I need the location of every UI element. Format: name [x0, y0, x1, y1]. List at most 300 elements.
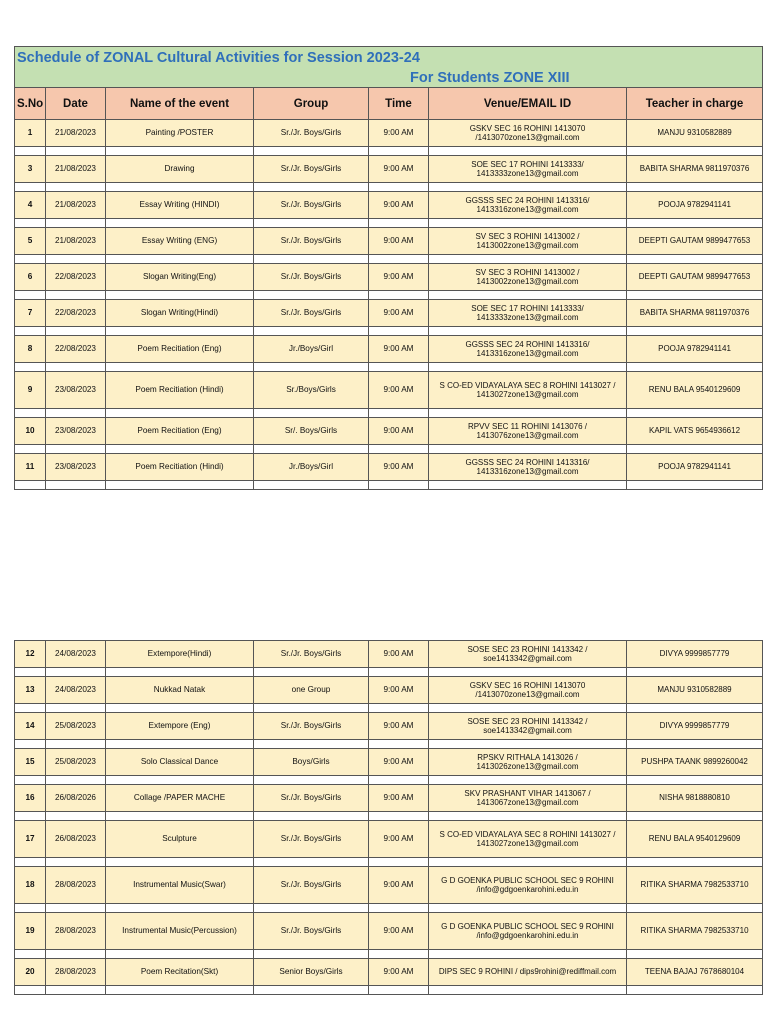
cell-time: 9:00 AM	[369, 156, 429, 183]
cell-time: 9:00 AM	[369, 228, 429, 255]
table-row	[15, 372, 763, 409]
cell-date: 22/08/2023	[46, 264, 106, 291]
cell-teacher: RITIKA SHARMA 7982533710	[627, 913, 763, 950]
cell-date: 24/08/2023	[46, 641, 106, 668]
cell-date: 21/08/2023	[46, 156, 106, 183]
spacer-cell	[369, 740, 429, 749]
cell-time: 9:00 AM	[369, 959, 429, 986]
spacer-cell	[627, 986, 763, 995]
spacer-row	[15, 445, 763, 454]
table-row	[15, 120, 763, 147]
spacer-cell	[106, 812, 254, 821]
cell-event: Poem Recitation(Skt)	[106, 959, 254, 986]
cell-event: Solo Classical Dance	[106, 749, 254, 776]
cell-event: Poem Recitiation (Eng)	[106, 418, 254, 445]
cell-time: 9:00 AM	[369, 120, 429, 147]
cell-time: 9:00 AM	[369, 713, 429, 740]
cell-time: 9:00 AM	[369, 821, 429, 858]
table-row	[15, 300, 763, 327]
cell-date: 26/08/2026	[46, 785, 106, 812]
spacer-cell	[429, 409, 627, 418]
spacer-row	[15, 183, 763, 192]
cell-date: 21/08/2023	[46, 192, 106, 219]
spacer-cell	[627, 327, 763, 336]
spacer-row	[15, 409, 763, 418]
table-row	[15, 418, 763, 445]
spacer-cell	[15, 812, 46, 821]
spacer-cell	[369, 950, 429, 959]
spacer-cell	[254, 219, 369, 228]
cell-date: 21/08/2023	[46, 120, 106, 147]
spacer-cell	[429, 986, 627, 995]
spacer-cell	[627, 147, 763, 156]
cell-group: one Group	[254, 677, 369, 704]
schedule-title: Schedule of ZONAL Cultural Activities for Session 2023-24	[15, 47, 763, 70]
cell-teacher: BABITA SHARMA 9811970376	[627, 156, 763, 183]
spacer-cell	[46, 147, 106, 156]
spacer-cell	[627, 812, 763, 821]
header-time: Time	[369, 88, 429, 120]
spacer-cell	[429, 147, 627, 156]
cell-group: Sr./Jr. Boys/Girls	[254, 913, 369, 950]
spacer-cell	[254, 740, 369, 749]
spacer-cell	[46, 858, 106, 867]
cell-sn: 10	[15, 418, 46, 445]
spacer-cell	[254, 950, 369, 959]
spacer-cell	[46, 327, 106, 336]
cell-time: 9:00 AM	[369, 372, 429, 409]
spacer-cell	[15, 481, 46, 490]
cell-time: 9:00 AM	[369, 418, 429, 445]
cell-date: 28/08/2023	[46, 867, 106, 904]
spacer-cell	[627, 183, 763, 192]
cell-time: 9:00 AM	[369, 785, 429, 812]
spacer-cell	[46, 409, 106, 418]
spacer-cell	[369, 704, 429, 713]
spacer-cell	[429, 858, 627, 867]
spacer-cell	[429, 363, 627, 372]
spacer-row	[15, 219, 763, 228]
spacer-cell	[254, 147, 369, 156]
spacer-cell	[429, 776, 627, 785]
spacer-cell	[627, 858, 763, 867]
spacer-cell	[627, 740, 763, 749]
spacer-cell	[46, 255, 106, 264]
table-row	[15, 959, 763, 986]
cell-event: Collage /PAPER MACHE	[106, 785, 254, 812]
spacer-cell	[106, 950, 254, 959]
cell-group: Sr./Jr. Boys/Girls	[254, 228, 369, 255]
cell-sn: 15	[15, 749, 46, 776]
cell-venue: S CO-ED VIDAYALAYA SEC 8 ROHINI 1413027 / 1413027zone13@gmail.com	[429, 372, 627, 409]
cell-time: 9:00 AM	[369, 867, 429, 904]
cell-teacher: POOJA 9782941141	[627, 192, 763, 219]
cell-event: Instrumental Music(Swar)	[106, 867, 254, 904]
cell-time: 9:00 AM	[369, 677, 429, 704]
spacer-row	[15, 363, 763, 372]
spacer-cell	[46, 481, 106, 490]
spacer-cell	[15, 409, 46, 418]
spacer-cell	[254, 327, 369, 336]
spacer-cell	[106, 291, 254, 300]
cell-venue: SOE SEC 17 ROHINI 1413333/ 1413333zone13@gmail.com	[429, 300, 627, 327]
spacer-row	[15, 147, 763, 156]
spacer-row	[15, 481, 763, 490]
cell-sn: 8	[15, 336, 46, 363]
spacer-cell	[106, 481, 254, 490]
cell-time: 9:00 AM	[369, 300, 429, 327]
spacer-cell	[627, 409, 763, 418]
table-row	[15, 192, 763, 219]
spacer-cell	[254, 858, 369, 867]
spacer-cell	[369, 481, 429, 490]
cell-venue: SOE SEC 17 ROHINI 1413333/ 1413333zone13@gmail.com	[429, 156, 627, 183]
cell-sn: 17	[15, 821, 46, 858]
spacer-cell	[106, 904, 254, 913]
spacer-cell	[15, 291, 46, 300]
spacer-cell	[369, 147, 429, 156]
cell-venue: G D GOENKA PUBLIC SCHOOL SEC 9 ROHINI /info@gdgoenkarohini.edu.in	[429, 913, 627, 950]
spacer-cell	[627, 219, 763, 228]
cell-sn: 7	[15, 300, 46, 327]
table-row	[15, 913, 763, 950]
spacer-cell	[46, 445, 106, 454]
header-venue: Venue/EMAIL ID	[429, 88, 627, 120]
spacer-cell	[15, 740, 46, 749]
cell-teacher: POOJA 9782941141	[627, 454, 763, 481]
spacer-row	[15, 812, 763, 821]
table-row	[15, 749, 763, 776]
cell-group: Senior Boys/Girls	[254, 959, 369, 986]
cell-venue: SV SEC 3 ROHINI 1413002 / 1413002zone13@gmail.com	[429, 264, 627, 291]
cell-event: Essay Writing (HINDI)	[106, 192, 254, 219]
cell-teacher: DIVYA 9999857779	[627, 641, 763, 668]
cell-date: 23/08/2023	[46, 454, 106, 481]
spacer-cell	[369, 291, 429, 300]
spacer-cell	[627, 255, 763, 264]
table-row	[15, 336, 763, 363]
spacer-cell	[254, 291, 369, 300]
schedule-table-part-1	[14, 46, 763, 490]
spacer-cell	[46, 291, 106, 300]
cell-teacher: RENU BALA 9540129609	[627, 372, 763, 409]
schedule-subtitle: For Students ZONE XIII	[15, 69, 763, 88]
cell-date: 28/08/2023	[46, 959, 106, 986]
cell-time: 9:00 AM	[369, 264, 429, 291]
cell-teacher: RITIKA SHARMA 7982533710	[627, 867, 763, 904]
spacer-cell	[15, 219, 46, 228]
cell-group: Sr/. Boys/Girls	[254, 418, 369, 445]
spacer-cell	[627, 668, 763, 677]
cell-teacher: MANJU 9310582889	[627, 677, 763, 704]
spacer-cell	[627, 704, 763, 713]
cell-event: Slogan Writing(Eng)	[106, 264, 254, 291]
spacer-cell	[627, 445, 763, 454]
cell-venue: GGSSS SEC 24 ROHINI 1413316/ 1413316zone13@gmail.com	[429, 336, 627, 363]
spacer-cell	[254, 183, 369, 192]
spacer-cell	[15, 183, 46, 192]
cell-venue: SV SEC 3 ROHINI 1413002 / 1413002zone13@gmail.com	[429, 228, 627, 255]
cell-sn: 11	[15, 454, 46, 481]
spacer-row	[15, 255, 763, 264]
spacer-cell	[46, 740, 106, 749]
spacer-cell	[46, 776, 106, 785]
table-row	[15, 454, 763, 481]
header-sno: S.No	[15, 88, 46, 120]
table-row	[15, 821, 763, 858]
table-row	[15, 156, 763, 183]
spacer-cell	[429, 704, 627, 713]
spacer-row	[15, 704, 763, 713]
cell-group: Sr./Jr. Boys/Girls	[254, 264, 369, 291]
spacer-cell	[254, 812, 369, 821]
spacer-row	[15, 858, 763, 867]
cell-venue: SOSE SEC 23 ROHINI 1413342 / soe1413342@gmail.com	[429, 713, 627, 740]
spacer-cell	[254, 904, 369, 913]
cell-sn: 13	[15, 677, 46, 704]
spacer-row	[15, 950, 763, 959]
cell-sn: 20	[15, 959, 46, 986]
spacer-cell	[254, 255, 369, 264]
cell-teacher: BABITA SHARMA 9811970376	[627, 300, 763, 327]
cell-group: Sr./Jr. Boys/Girls	[254, 641, 369, 668]
cell-group: Boys/Girls	[254, 749, 369, 776]
cell-teacher: DEEPTI GAUTAM 9899477653	[627, 228, 763, 255]
spacer-cell	[429, 668, 627, 677]
cell-date: 26/08/2023	[46, 821, 106, 858]
spacer-cell	[627, 291, 763, 300]
spacer-cell	[429, 812, 627, 821]
cell-venue: GSKV SEC 16 ROHINI 1413070 /1413070zone13@gmail.com	[429, 120, 627, 147]
spacer-cell	[369, 776, 429, 785]
cell-sn: 9	[15, 372, 46, 409]
spacer-row	[15, 776, 763, 785]
cell-venue: RPSKV RITHALA 1413026 / 1413026zone13@gmail.com	[429, 749, 627, 776]
spacer-cell	[15, 986, 46, 995]
spacer-cell	[15, 904, 46, 913]
spacer-cell	[627, 363, 763, 372]
spacer-cell	[429, 327, 627, 336]
title-row	[15, 47, 763, 70]
spacer-cell	[15, 363, 46, 372]
cell-date: 21/08/2023	[46, 228, 106, 255]
cell-teacher: PUSHPA TAANK 9899260042	[627, 749, 763, 776]
spacer-cell	[15, 704, 46, 713]
cell-event: Extempore (Eng)	[106, 713, 254, 740]
spacer-cell	[46, 950, 106, 959]
spacer-cell	[15, 255, 46, 264]
spacer-cell	[46, 183, 106, 192]
spacer-cell	[429, 740, 627, 749]
cell-sn: 1	[15, 120, 46, 147]
cell-group: Sr./Jr. Boys/Girls	[254, 821, 369, 858]
cell-venue: DIPS SEC 9 ROHINI / dips9rohini@rediffmail.com	[429, 959, 627, 986]
spacer-cell	[254, 409, 369, 418]
spacer-cell	[46, 668, 106, 677]
cell-time: 9:00 AM	[369, 336, 429, 363]
cell-group: Sr./Jr. Boys/Girls	[254, 120, 369, 147]
schedule-table-part-2	[14, 640, 763, 995]
cell-teacher: POOJA 9782941141	[627, 336, 763, 363]
cell-date: 22/08/2023	[46, 300, 106, 327]
cell-venue: GGSSS SEC 24 ROHINI 1413316/ 1413316zone13@gmail.com	[429, 192, 627, 219]
cell-event: Painting /POSTER	[106, 120, 254, 147]
spacer-cell	[429, 950, 627, 959]
subtitle-row	[15, 69, 763, 88]
table-row	[15, 228, 763, 255]
cell-event: Slogan Writing(Hindi)	[106, 300, 254, 327]
spacer-cell	[106, 858, 254, 867]
spacer-cell	[15, 950, 46, 959]
spacer-cell	[369, 409, 429, 418]
spacer-cell	[429, 219, 627, 228]
spacer-cell	[106, 776, 254, 785]
cell-group: Jr./Boys/Girl	[254, 336, 369, 363]
spacer-cell	[46, 904, 106, 913]
cell-date: 25/08/2023	[46, 713, 106, 740]
cell-sn: 14	[15, 713, 46, 740]
spacer-cell	[627, 481, 763, 490]
table-row	[15, 867, 763, 904]
spacer-cell	[46, 219, 106, 228]
table-row	[15, 641, 763, 668]
spacer-cell	[106, 183, 254, 192]
cell-event: Drawing	[106, 156, 254, 183]
cell-date: 22/08/2023	[46, 336, 106, 363]
cell-sn: 16	[15, 785, 46, 812]
table-row	[15, 677, 763, 704]
spacer-row	[15, 291, 763, 300]
cell-event: Poem Recitiation (Eng)	[106, 336, 254, 363]
cell-venue: SKV PRASHANT VIHAR 1413067 / 1413067zone13@gmail.com	[429, 785, 627, 812]
spacer-cell	[369, 445, 429, 454]
spacer-cell	[254, 776, 369, 785]
spacer-row	[15, 904, 763, 913]
spacer-row	[15, 740, 763, 749]
table-row	[15, 713, 763, 740]
header-event: Name of the event	[106, 88, 254, 120]
spacer-cell	[429, 481, 627, 490]
spacer-cell	[254, 704, 369, 713]
cell-sn: 4	[15, 192, 46, 219]
cell-venue: GGSSS SEC 24 ROHINI 1413316/ 1413316zone13@gmail.com	[429, 454, 627, 481]
cell-sn: 19	[15, 913, 46, 950]
cell-group: Jr./Boys/Girl	[254, 454, 369, 481]
cell-teacher: KAPIL VATS 9654936612	[627, 418, 763, 445]
spacer-cell	[106, 327, 254, 336]
header-group: Group	[254, 88, 369, 120]
cell-venue: RPVV SEC 11 ROHINI 1413076 / 1413076zone13@gmail.com	[429, 418, 627, 445]
spacer-cell	[15, 147, 46, 156]
cell-sn: 18	[15, 867, 46, 904]
cell-date: 28/08/2023	[46, 913, 106, 950]
cell-group: Sr./Jr. Boys/Girls	[254, 156, 369, 183]
spacer-row	[15, 668, 763, 677]
cell-teacher: TEENA BAJAJ 7678680104	[627, 959, 763, 986]
cell-teacher: DEEPTI GAUTAM 9899477653	[627, 264, 763, 291]
cell-sn: 5	[15, 228, 46, 255]
spacer-cell	[429, 904, 627, 913]
cell-teacher: RENU BALA 9540129609	[627, 821, 763, 858]
spacer-cell	[627, 950, 763, 959]
spacer-cell	[429, 291, 627, 300]
spacer-cell	[369, 255, 429, 264]
cell-venue: SOSE SEC 23 ROHINI 1413342 / soe1413342@gmail.com	[429, 641, 627, 668]
cell-group: Sr./Jr. Boys/Girls	[254, 713, 369, 740]
cell-event: Sculpture	[106, 821, 254, 858]
header-teacher: Teacher in charge	[627, 88, 763, 120]
cell-date: 25/08/2023	[46, 749, 106, 776]
spacer-cell	[46, 363, 106, 372]
cell-date: 23/08/2023	[46, 372, 106, 409]
spacer-cell	[106, 445, 254, 454]
cell-group: Sr./Jr. Boys/Girls	[254, 785, 369, 812]
spacer-cell	[106, 986, 254, 995]
spacer-cell	[46, 812, 106, 821]
cell-time: 9:00 AM	[369, 641, 429, 668]
cell-time: 9:00 AM	[369, 454, 429, 481]
header-row	[15, 88, 763, 120]
cell-event: Instrumental Music(Percussion)	[106, 913, 254, 950]
cell-venue: G D GOENKA PUBLIC SCHOOL SEC 9 ROHINI /info@gdgoenkarohini.edu.in	[429, 867, 627, 904]
cell-venue: GSKV SEC 16 ROHINI 1413070 /1413070zone13@gmail.com	[429, 677, 627, 704]
cell-date: 23/08/2023	[46, 418, 106, 445]
cell-group: Sr./Jr. Boys/Girls	[254, 300, 369, 327]
cell-event: Poem Recitiation (Hindi)	[106, 372, 254, 409]
spacer-cell	[369, 327, 429, 336]
spacer-row	[15, 986, 763, 995]
cell-venue: S CO-ED VIDAYALAYA SEC 8 ROHINI 1413027 / 1413027zone13@gmail.com	[429, 821, 627, 858]
cell-sn: 6	[15, 264, 46, 291]
spacer-cell	[106, 740, 254, 749]
cell-teacher: DIVYA 9999857779	[627, 713, 763, 740]
cell-sn: 12	[15, 641, 46, 668]
spacer-cell	[429, 183, 627, 192]
spacer-cell	[15, 327, 46, 336]
cell-time: 9:00 AM	[369, 913, 429, 950]
cell-group: Sr./Boys/Girls	[254, 372, 369, 409]
cell-event: Poem Recitiation (Hindi)	[106, 454, 254, 481]
spacer-cell	[106, 219, 254, 228]
spacer-cell	[254, 363, 369, 372]
spacer-cell	[106, 147, 254, 156]
spacer-cell	[369, 812, 429, 821]
spacer-cell	[369, 363, 429, 372]
cell-time: 9:00 AM	[369, 192, 429, 219]
spacer-row	[15, 327, 763, 336]
spacer-cell	[369, 986, 429, 995]
spacer-cell	[254, 481, 369, 490]
cell-event: Essay Writing (ENG)	[106, 228, 254, 255]
spacer-cell	[369, 183, 429, 192]
spacer-cell	[627, 904, 763, 913]
spacer-cell	[254, 445, 369, 454]
spacer-cell	[254, 668, 369, 677]
cell-sn: 3	[15, 156, 46, 183]
spacer-cell	[369, 858, 429, 867]
cell-teacher: NISHA 9818880810	[627, 785, 763, 812]
spacer-cell	[369, 219, 429, 228]
spacer-cell	[429, 255, 627, 264]
spacer-cell	[369, 904, 429, 913]
spacer-cell	[46, 704, 106, 713]
spacer-cell	[15, 445, 46, 454]
spacer-cell	[15, 668, 46, 677]
cell-group: Sr./Jr. Boys/Girls	[254, 192, 369, 219]
cell-time: 9:00 AM	[369, 749, 429, 776]
cell-date: 24/08/2023	[46, 677, 106, 704]
cell-event: Nukkad Natak	[106, 677, 254, 704]
